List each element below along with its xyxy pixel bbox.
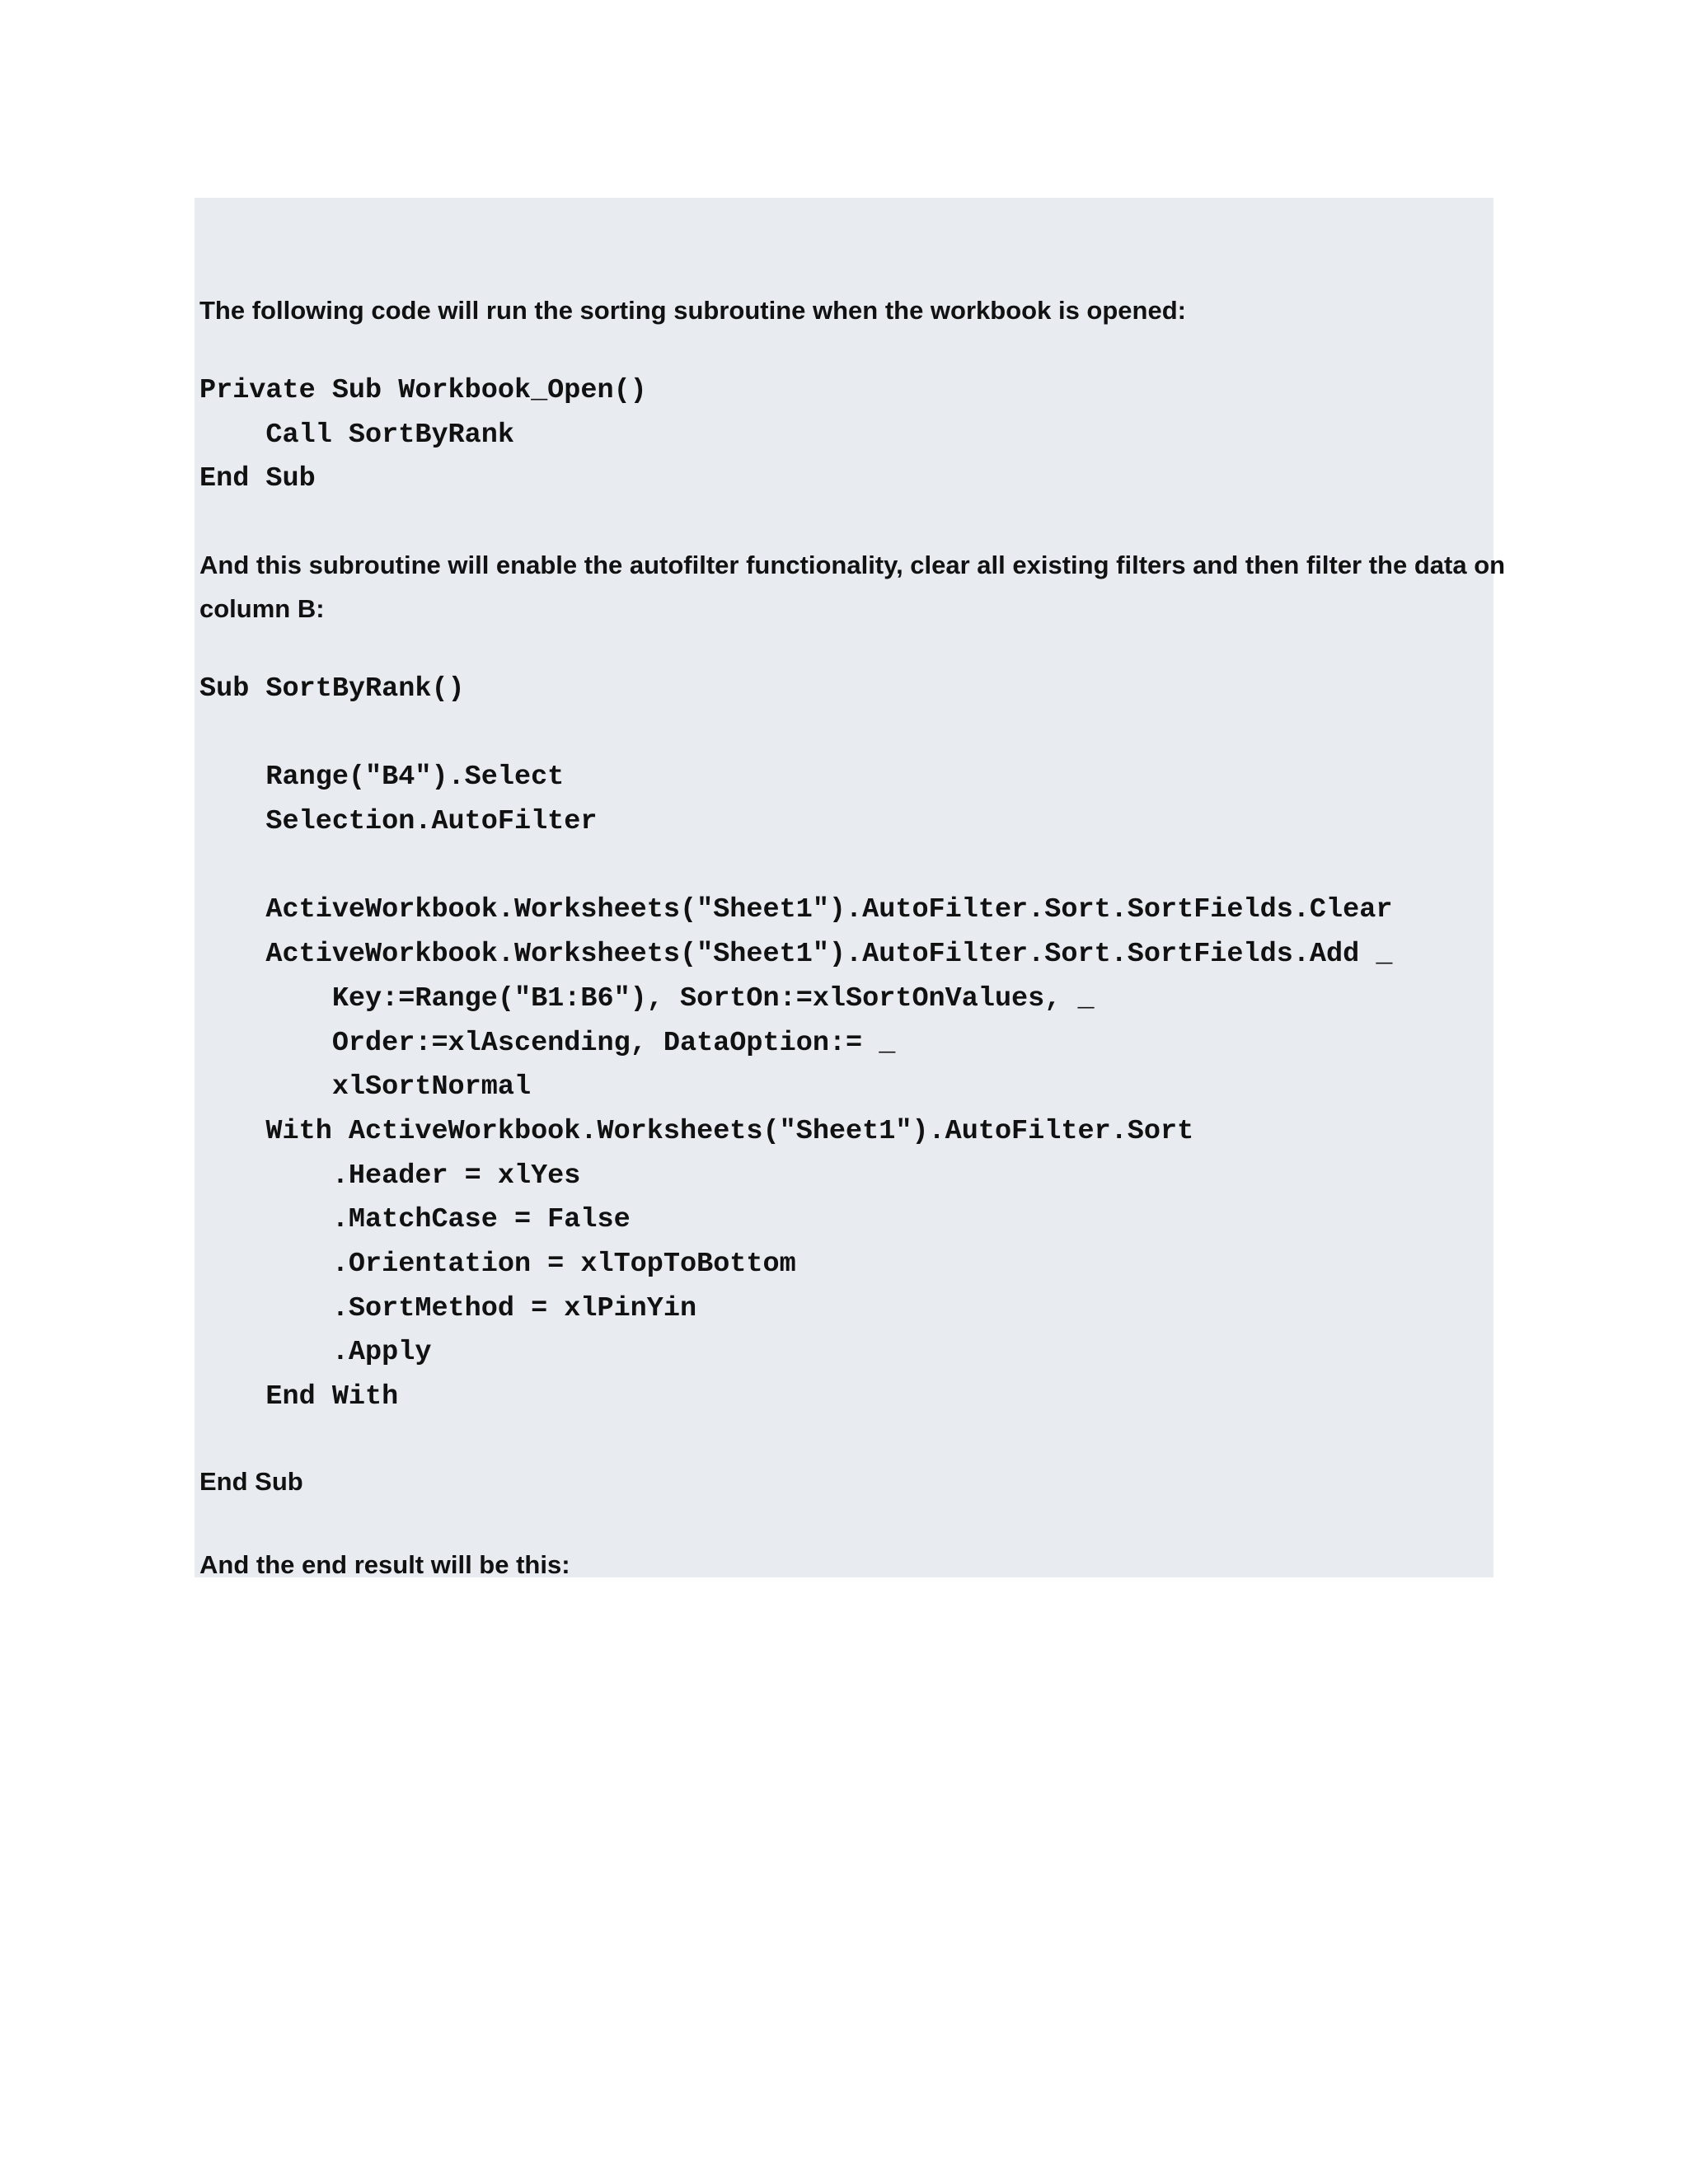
- closing-text: And the end result will be this:: [199, 1550, 570, 1579]
- code-line: [199, 845, 1392, 889]
- code-line: With ActiveWorkbook.Worksheets("Sheet1").AutoFilter.Sort: [199, 1115, 1194, 1147]
- code-line: .Apply: [199, 1337, 432, 1369]
- code-line: ActiveWorkbook.Worksheets("Sheet1").AutoFilter.Sort.SortFields.Add _: [199, 939, 1393, 971]
- code-line: .Header = xlYes: [199, 1160, 581, 1192]
- code-block-sort-by-rank: [199, 668, 1392, 1420]
- code-line: Range("B4").Select: [199, 762, 565, 794]
- code-line: .SortMethod = xlPinYin: [199, 1292, 697, 1324]
- code-line: End Sub: [199, 463, 316, 495]
- code-line: Order:=xlAscending, DataOption:= _: [199, 1027, 896, 1059]
- intro-text: The following code will run the sorting subroutine when the workbook is opened:: [199, 296, 1186, 325]
- code-line: Key:=Range("B1:B6"), SortOn:=xlSortOnValues, _: [199, 982, 1095, 1015]
- middle-text-line-1: And this subroutine will enable the autofilter functionality, clear all existing filters and then filter the data on: [199, 551, 1506, 579]
- code-line: Call SortByRank: [199, 419, 514, 451]
- middle-text-line-2: column B:: [199, 594, 325, 623]
- code-line: Selection.AutoFilter: [199, 806, 598, 838]
- code-line: [199, 712, 1392, 757]
- code-line: End With: [199, 1381, 399, 1413]
- code-line: ActiveWorkbook.Worksheets("Sheet1").AutoFilter.Sort.SortFields.Clear: [199, 894, 1393, 926]
- code-block-workbook-open: [199, 369, 647, 502]
- end-sub-text: End Sub: [199, 1467, 303, 1496]
- code-line: Private Sub Workbook_Open(): [199, 375, 647, 406]
- code-line: Sub SortByRank(): [199, 673, 465, 705]
- code-line: xlSortNormal: [199, 1071, 532, 1104]
- code-line: .MatchCase = False: [199, 1204, 631, 1236]
- code-line: .Orientation = xlTopToBottom: [199, 1248, 796, 1280]
